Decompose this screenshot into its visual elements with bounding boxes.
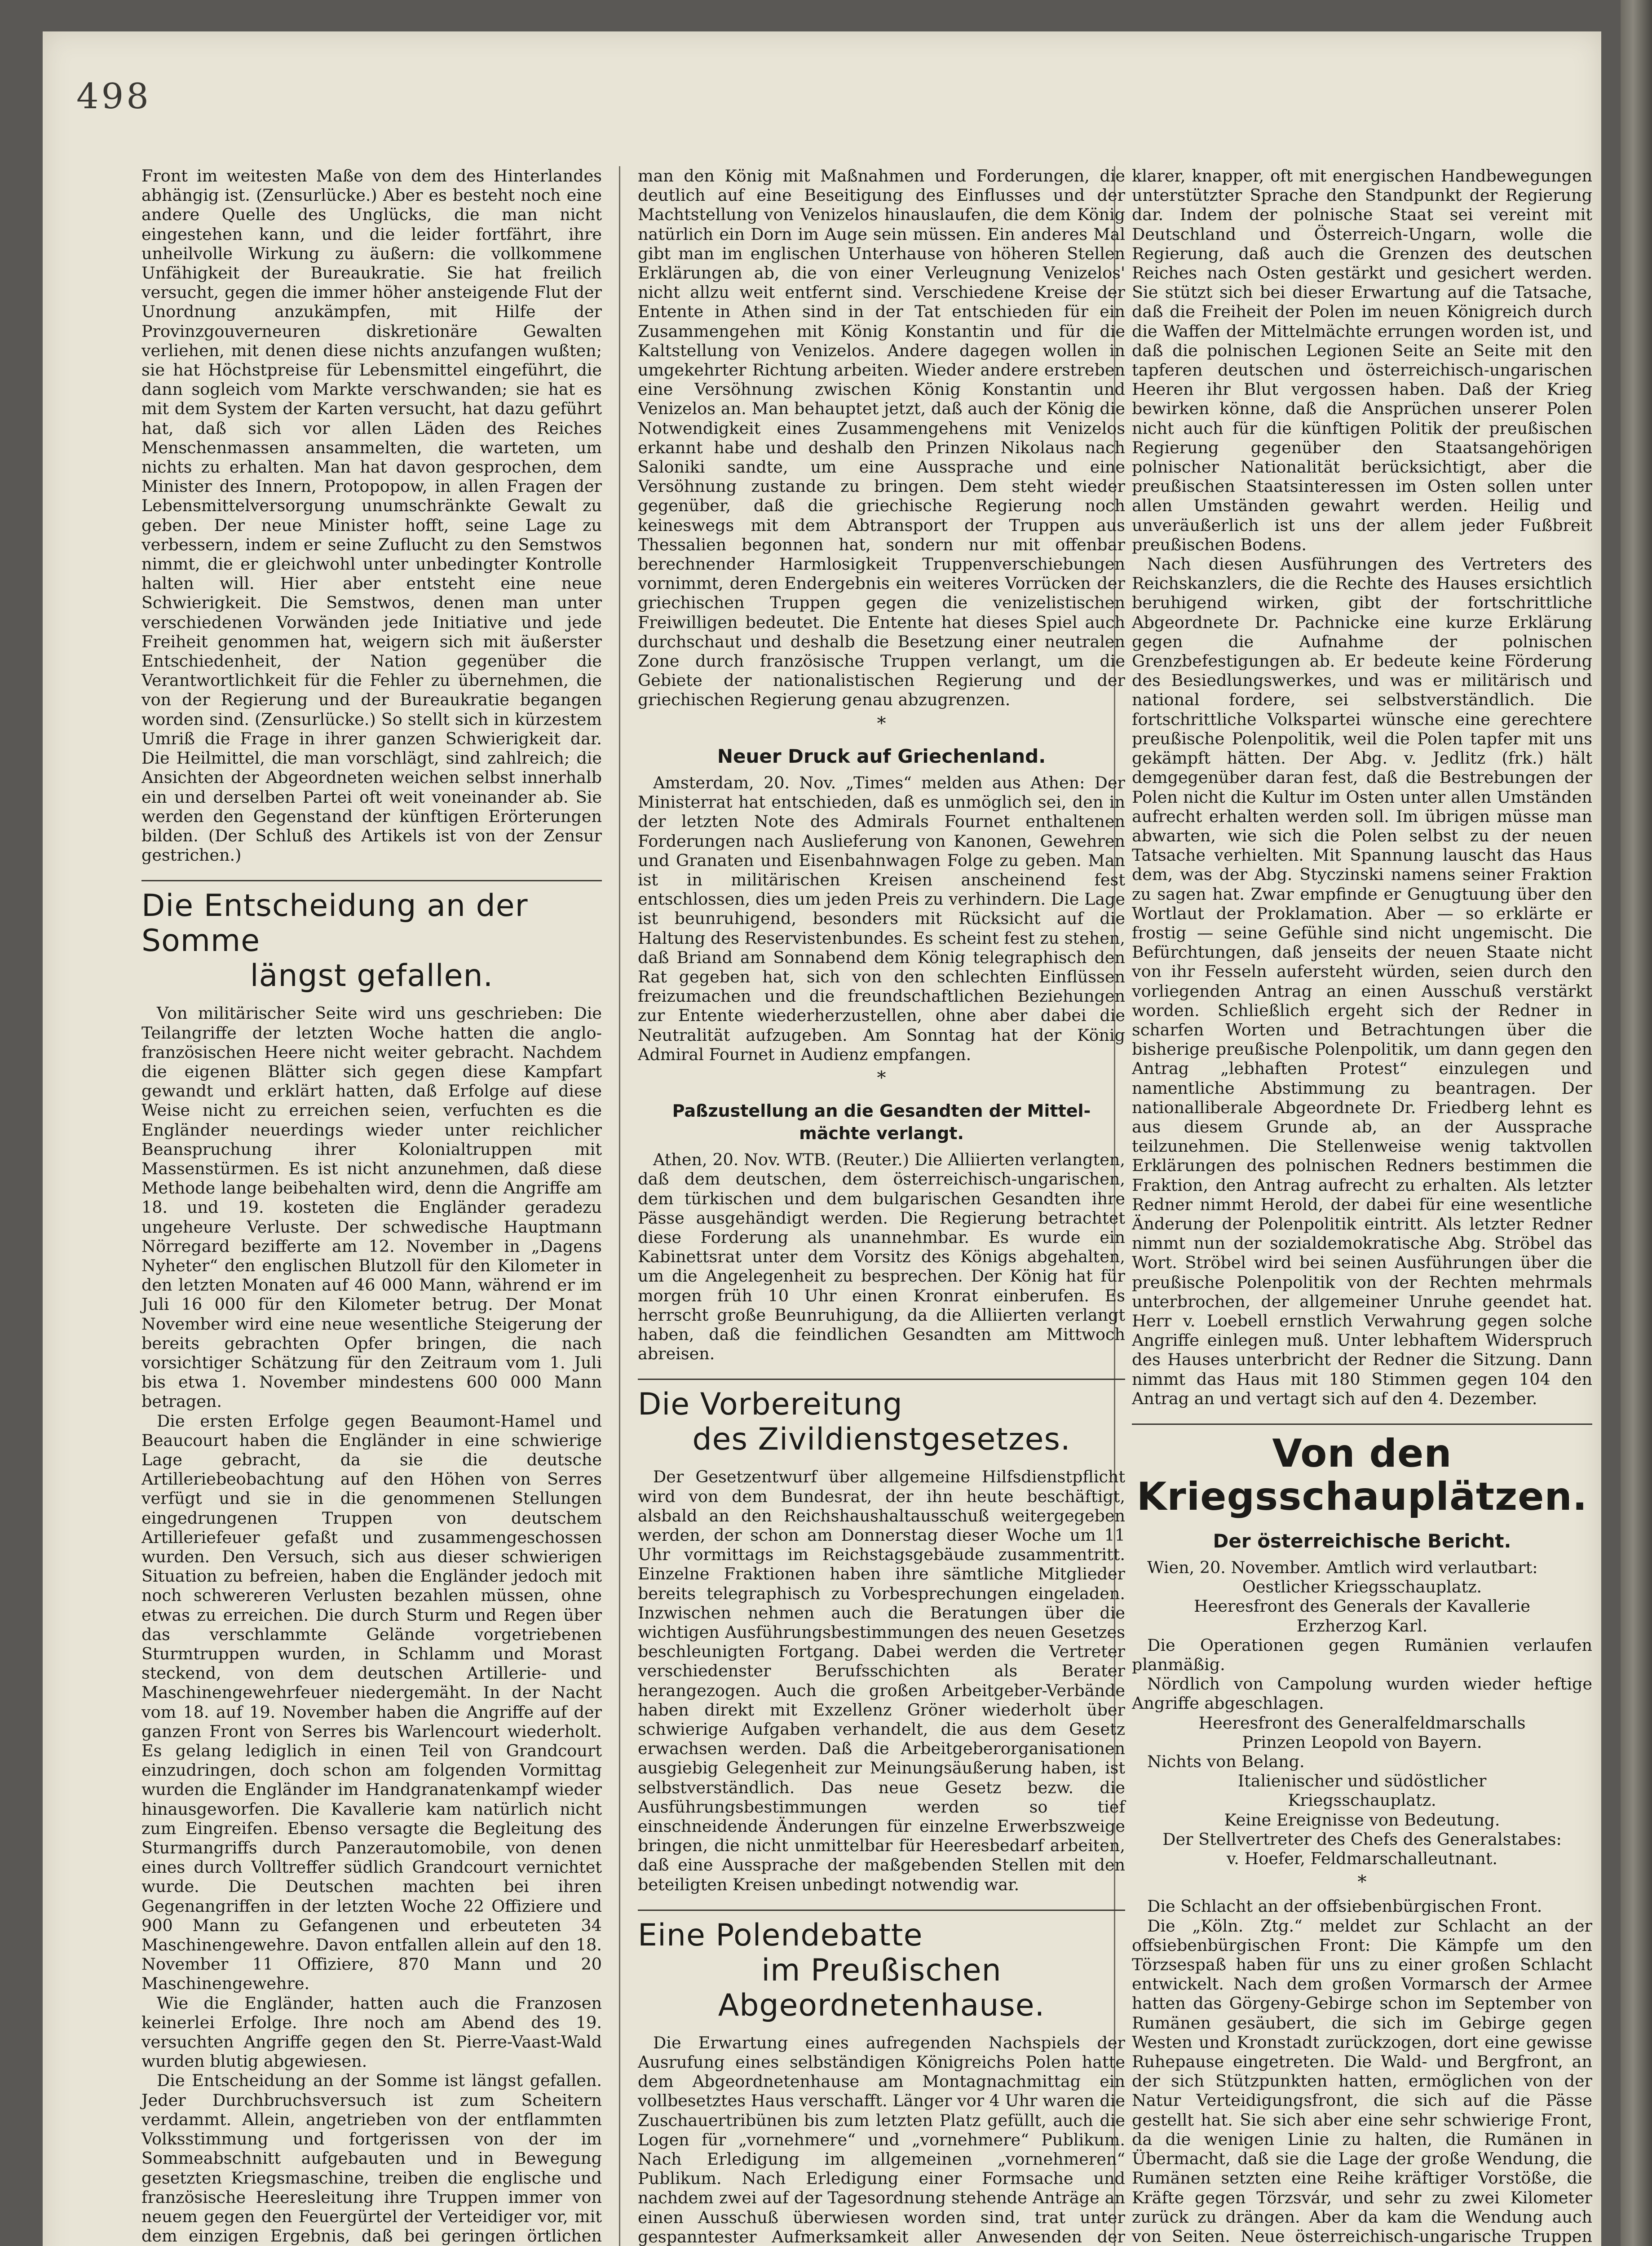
article-continuation: klarer, knapper, oft mit energischen Handbewegungen unterstützter Sprache den Standpunkt der Regierung dar. Indem der polnische Staat sei vereint mit Deutschland und Österreich-Ungarn, wolle die Regierung, daß auch die Grenzen des deutschen Reiches nach Osten gestärkt und gesichert werden. Sie stützt sich bei dieser Erwartung auf die Tatsache, daß die Freiheit der Polen im neuen Königreich durch die Waffen der Mittelmächte errungen worden ist, und daß die polnischen Legionen Seite an Seite mit den tapferen deutschen und österreichisch-ungarischen Heeren ihr Blut vergossen haben. Daß der Krieg bewirken könne, daß die Ansprüchen unserer Polen nicht auch für die künftigen Politik der preußischen Regierung gegenüber den Staatsangehörigen polnischer Nationalität berücksichtigt, aber die preußischen Staatsinteressen im Osten sollen unter allen Umständen gewahrt werden. Heilig und unveräußerlich ist uns der allem jeder Fußbreit preußischen Bodens. [1132, 166, 1592, 554]
somme-headline-line1: Die Entscheidung an der Somme [141, 888, 528, 959]
kriegsschauplatz-headline: Von den Kriegsschauplätzen. [1132, 1424, 1592, 1518]
report-line: Die Operationen gegen Rumänien verlaufen planmäßig. [1132, 1635, 1592, 1675]
column-rule [619, 166, 620, 2246]
report-line: Keine Ereignisse von Bedeutung. [1224, 1810, 1500, 1830]
polen-headline-line2: im Preußischen Abgeordnetenhause. [718, 1952, 1045, 2023]
passzustellung-headline [638, 1100, 1125, 1145]
section-separator: * [877, 713, 886, 734]
somme-headline [141, 880, 602, 994]
druck-headline: Neuer Druck auf Griechenland. [717, 745, 1046, 767]
somme-headline-line2: längst gefallen. [250, 958, 494, 994]
polen-debate-paragraph: Nach diesen Ausführungen des Vertreters des Reichskanzlers, die die Rechte des Hauses ersichtlich beruhigend wirken, gibt der fortschrittliche Abgeordnete Dr. Pachnicke eine kurze Erklärung gegen die Aufnahme der polnischen Grenzbefestigungen ab. Er bedeute keine Förderung des Besiedlungswerkes, und was er militärisch und national fordere, sei selbstverständlich. Die fortschrittliche Volkspartei wünsche eine gerechtere preußische Polenpolitik, weil die Polen tapfer mit uns gekämpft hätten. Der Abg. v. Jedlitz (frk.) hält demgegenüber daran fest, daß die Bestrebungen der Polen nicht die Kultur im Osten unter allen Umständen aufrecht erhalten werden soll. Im übrigen müsse man abwarten, wie sich die Polen selbst zu der neuen Tatsache verhielten. Mit Spannung lauscht das Haus dem, was der Abg. Styczinski namens seiner Fraktion zu sagen hat. Zwar empfinde er Genugtuung über den Wortlaut der Proklamation. Aber — so erklärte er frostig — seine Gefühle sind nicht ungemischt. Die Befürchtungen, daß jenseits der neuen Staate nicht von ihr Fesseln aufersteht würden, seien durch den vorliegenden Antrag an einen Ausschuß verstärkt worden. Schließlich ergeht sich der Redner in scharfen Worten und Betrachtungen über die bisherige preußische Polenpolitik, um dann gegen den Antrag „lebhaften Protest“ einzulegen und namentliche Abstimmung zu beantragen. Der nationalliberale Abgeordnete Dr. Friedberg lehnt es aus diesem Grunde ab, an der Aussprache teilzunehmen. Die Stellenweise wenig taktvollen Erklärungen des polnischen Redners bestimmen die Fraktion, den Antrag aufrecht zu erhalten. Als letzter Redner nimmt Herold, der dabei für eine wesentliche Änderung der Polenpolitik eintritt. Als letzter Redner nimmt nun der sozialdemokratische Abg. Ströbel das Wort. Ströbel wird bei seinen Ausführungen über die preußische Polenpolitik von der Rechten mehrmals unterbrochen, der allgemeiner Unruhe geendet hat. Herr v. Loebell ernstlich Verwahrung gegen solche Angriffe einlegen muß. Unter lebhaftem Widerspruch des Hauses unterbricht der Redner die Sitzung. Dann nimmt das Haus mit 180 Stimmen gegen 104 den Antrag an und vertagt sich auf den 4. Dezember. [1132, 554, 1592, 1408]
article-continuation: man den König mit Maßnahmen und Forderungen, die deutlich auf eine Beseitigung des Einflusses und der Machtstellung von Venizelos hinauslaufen, die dem König natürlich ein Dorn im Auge sein müssen. Ein anderes Mal gibt man im englischen Unterhause von höheren Stellen Erklärungen ab, die von einer Verleugnung Venizelos' nicht allzu weit entfernt sind. Verschiedene Kreise der Entente in Athen sind in der Tat entschieden für ein Zusammengehen mit König Konstantin und für die Kaltstellung von Venizelos. Andere dagegen wollen in umgekehrter Richtung arbeiten. Wieder andere erstreben eine Versöhnung zwischen König Konstantin und Venizelos an. Man behauptet jetzt, daß auch der König die Notwendigkeit eines Zusammengehens mit Venizelos erkannt habe und deshalb den Prinzen Nikolaus nach Saloniki sandte, um eine Aussprache und eine Versöhnung zustande zu bringen. Dem steht wieder gegenüber, daß die griechische Regierung noch keineswegs mit dem Abtransport der Truppen aus Thessalien begonnen hat, sondern nur mit offenbar berechnender Harmlosigkeit Truppenverschiebungen vornimmt, deren Endergebnis ein weiteres Vorrücken der griechischen Truppen gegen die venizelistischen Freiwilligen bedeutet. Die Entente hat dieses Spiel auch durchschaut und deshalb die Besetzung einer neutralen Zone durch französische Truppen verlangt, um die Gebiete der nationalistischen Regierung und der griechischen Regierung genau abzugrenzen. [638, 166, 1125, 710]
polen-headline-line1: Eine Polendebatte [638, 1917, 923, 1953]
report-line: Der Stellvertreter des Chefs des Generalstabes: [1162, 1829, 1562, 1849]
report-line: Erzherzog Karl. [1296, 1616, 1428, 1636]
siebenbuergen-subhead: Die Schlacht an der offsiebenbürgischen Front. [1147, 1897, 1542, 1916]
column-2 [638, 166, 1125, 2246]
passzustellung-paragraph: Athen, 20. Nov. WTB. (Reuter.) Die Alliierten verlangten, daß dem deutschen, dem österreichisch-ungarischen, dem türkischen und dem bulgarischen Gesandten ihre Pässe ausgehändigt werden. Die Regierung betrachtet diese Forderung als unannehmbar. Es wurde ein Kabinettsrat unter dem Vorsitz des Königs abgehalten, um die Angelegenheit zu besprechen. Der König hat für morgen früh 10 Uhr einen Kronrat einberufen. Es herrscht große Beunruhigung, da die Alliierten verlangt haben, daß die feindlichen Gesandten am Mittwoch abreisen. [638, 1150, 1125, 1364]
report-line: Kriegsschauplatz. [1288, 1791, 1436, 1810]
book-binding [1621, 0, 1652, 2246]
report-line: Nördlich von Campolung wurden wieder heftige Angriffe abgeschlagen. [1132, 1674, 1592, 1713]
somme-paragraph: Von militärischer Seite wird uns geschrieben: Die Teilangriffe der letzten Woche hatten die anglo-französischen Heere nicht weiter gebracht. Nachdem die eigenen Blätter sich gegen diese Kampfart gewandt und erklärt hatten, daß Erfolge auf diese Weise nicht zu erreichen seien, verfuchten es die Engländer neuerdings wieder unter reichlicher Beanspruchung ihrer Kolonialtruppen mit Massenstürmen. Es ist nicht anzunehmen, daß diese Methode lange beibehalten wird, denn die Angriffe am 18. und 19. kosteten die Engländer geradezu ungeheure Verluste. Der schwedische Hauptmann Nörregard bezifferte am 12. November in „Dagens Nyheter“ den englischen Blutzoll für den Kilometer in den letzten Monaten auf 46 000 Mann, während er im Juli 16 000 für den Kilometer betrug. Der Monat November wird eine neue wesentliche Steigerung der bereits gebrachten Opfer bringen, die nach vorsichtiger Schätzung für den Zeitraum vom 1. Juli bis etwa 1. November mindestens 600 000 Mann betragen. [141, 1004, 602, 1411]
somme-paragraph: Wie die Engländer, hatten auch die Franzosen keinerlei Erfolge. Ihre noch am Abend des 19. versuchten Angriffe gegen den St. Pierre-Vaast-Wald wurden blutig abgewiesen. [141, 1993, 602, 2071]
section-separator: * [877, 1067, 886, 1088]
report-line: Heeresfront des Generals der Kavallerie [1194, 1596, 1530, 1616]
somme-paragraph: Die Entscheidung an der Somme ist längst gefallen. Jeder Durchbruchsversuch ist zum Scheitern verdammt. Allein, angetrieben von der entflammten Volksstimmung und fortgerissen von der im Sommeabschnitt aufgebauten und in Bewegung gesetzten Kriegsmaschine, treiben die englische und französische Heeresleitung ihre Truppen immer von neuem gegen den Feuergürtel der Verteidiger vor, mit dem einzigen Ergebnis, daß bei geringen örtlichen [141, 2071, 602, 2246]
report-line: Prinzen Leopold von Bayern. [1242, 1732, 1482, 1752]
passzustellung-headline-line1: Paßzustellung an die Gesandten der Mittel- [672, 1101, 1091, 1121]
zivildienst-headline-line2: des Zivildienstgesetzes. [692, 1422, 1071, 1458]
article-continuation: Front im weitesten Maße von dem des Hinterlandes abhängig ist. (Zensurlücke.) Aber es besteht noch eine andere Quelle des Unglücks, die man nicht eingestehen kann, und die leider fortfährt, ihre unheilvolle Wirkung zu äußern: die vollkommene Unfähigkeit der Bureaukratie. Sie hat freilich versucht, gegen die immer höher ansteigende Flut der Unordnung anzukämpfen, mit Hilfe der Provinzgouverneuren diskretionäre Gewalten verliehen, mit denen diese nichts anzufangen wußten; sie hat Höchstpreise für Lebensmittel eingeführt, die dann sogleich vom Markte verschwanden; sie hat es mit dem System der Karten versucht, hat dazu geführt hat, daß sich vor allen Läden des Reiches Menschenmassen ansammelten, die warteten, um nichts zu erhalten. Man hat davon gesprochen, dem Minister des Innern, Protopopow, in allen Fragen der Lebensmittelversorgung unumschränkte Gewalt zu geben. Der neue Minister hofft, seine Lage zu verbessern, indem er seine Zuflucht zu den Semstwos nimmt, die er gleichwohl unter unbedingter Kontrolle halten will. Hier aber entsteht eine neue Schwierigkeit. Die Semstwos, denen man unter verschiedenen Vorwänden jede Initiative und jede Freiheit genommen hat, weigern sich mit äußerster Entschiedenheit, der Nation gegenüber die Verantwortlichkeit für die Fehler zu übernehmen, die von der Regierung und der Bureaukratie begangen worden sind. (Zensurlücke.) So stellt sich in kürzestem Umriß die Frage in ihrer ganzen Schwierigkeit dar. Die Heilmittel, die man vorschlägt, sind zahlreich; die Ansichten der Abgeordneten weichen selbst innerhalb ein und derselben Partei oft weit voneinander ab. Sie werden den Gegenstand der künftigen Erörterungen bilden. (Der Schluß des Artikels ist von der Zensur gestrichen.) [141, 166, 602, 865]
zivildienst-paragraph: Der Gesetzentwurf über allgemeine Hilfsdienstpflicht wird von dem Bundesrat, der ihn heute beschäftigt, alsbald an den Reichshaushaltausschuß weitergegeben werden, der schon am Donnerstag dieser Woche um 11 Uhr vormittags im Reichstagsgebäude zusammentritt. Einzelne Fraktionen haben ihre sämtliche Mitglieder bereits telegraphisch zu Vorbesprechungen eingeladen. Inzwischen nehmen auch die Beratungen über die wichtigen Ausführungsbestimmungen des neuen Gesetzes beschleunigten Fortgang. Dabei werden die Vertreter verschiedenster Berufsschichten als Berater herangezogen. Auch die großen Arbeitgeber-Verbände haben direkt mit Exzellenz Gröner wiederholt über schwierige Aufgaben verhandelt, die aus dem Gesetz erwachsen werden. Daß die Arbeitgeberorganisationen ausgiebig Gelegenheit zur Meinungsäußerung haben, ist selbstverständlich. Das neue Gesetz bezw. die Ausführungsbestimmungen werden so tief einschneidende Änderungen für einzelne Erwerbszweige bringen, die nicht unmittelbar für Heeresbedarf arbeiten, daß eine Aussprache der maßgebenden Stellen mit den beteiligten Kreisen unbedingt notwendig war. [638, 1467, 1125, 1894]
druck-paragraph: Amsterdam, 20. Nov. „Times“ melden aus Athen: Der Ministerrat hat entschieden, daß es unmöglich sei, den in der letzten Note des Admirals Fournet enthaltenen Forderungen nach Auslieferung von Kanonen, Gewehren und Granaten und Eisenbahnwagen Folge zu geben. Man ist in militärischen Kreisen anscheinend fest entschlossen, dies um jeden Preis zu verhindern. Die Lage ist beunruhigend, besonders mit Rücksicht auf die Haltung des Reservistenbundes. Es scheint fest zu stehen, daß Briand am Sonnabend dem König telegraphisch den Rat gegeben hat, sich von den schlechten Einflüssen freizumachen und die freundschaftlichen Beziehungen zur Entente wiederherzustellen, ohne aber dabei die Neutralität aufzugeben. Am Sonntag hat der König Admiral Fournet in Audienz empfangen. [638, 773, 1125, 1064]
passzustellung-headline-line2: mächte verlangt. [799, 1123, 964, 1144]
kriegsschauplatz-dateline: Wien, 20. November. Amtlich wird verlautbart: [1147, 1558, 1538, 1577]
report-line: v. Hoefer, Feldmarschalleutnant. [1226, 1849, 1498, 1869]
polen-paragraph: Die Erwartung eines aufregenden Nachspiels der Ausrufung eines selbständigen Königreichs Polen hatte dem Abgeordnetenhause am Montagnachmittag ein vollbesetztes Haus verschafft. Länger vor 4 Uhr waren die Zuschauertribünen bis zum letzten Platz gefüllt, auch die Logen für „vornehmere“ und „vornehmere“ Publikum. Nach Erledigung im allgemeinen „vornehmeren“ Publikum. Nach Erledigung einer Formsache und nachdem zwei auf der Tagesordnung stehende Anträge an einen Ausschuß überwiesen worden sind, trat unter gespanntester Aufmerksamkeit aller Anwesenden der [638, 2033, 1125, 2246]
report-line: Italienischer und südöstlicher [1237, 1771, 1487, 1791]
report-line: Oestlicher Kriegsschauplatz. [1242, 1577, 1482, 1597]
report-line: Nichts von Belang. [1147, 1752, 1305, 1772]
report-line: Heeresfront des Generalfeldmarschalls [1198, 1713, 1526, 1733]
kriegsschauplatz-subheadline: Der österreichische Bericht. [1213, 1530, 1511, 1552]
somme-paragraph: Die ersten Erfolge gegen Beaumont-Hamel und Beaucourt haben die Engländer in eine schwierige Lage gebracht, da sie die deutsche Artilleriebeobachtung auf den Höhen von Serres verfügt und sie in die genommenen Stellungen eingedrungenen Truppen von deutschem Artilleriefeuer gefaßt und zusammengeschossen wurden. Den Versuch, sich aus dieser schwierigen Situation zu befreien, haben die Engländer jedoch mit noch schwereren Verlusten bezahlen müssen, ohne etwas zu erreichen. Die durch Sturm und Regen über das verschlammte Gelände vorgetriebenen Sturmtruppen wurden, in Schlamm und Morast steckend, von dem deutschen Artillerie- und Maschinengewehrfeuer niedergemäht. In der Nacht vom 18. auf 19. November haben die Angriffe auf der ganzen Front von Serres bis Warlencourt wiederholt. Es gelang lediglich in einen Teil von Grandcourt einzudringen, doch schon am folgenden Vormittag wurden die Engländer im Handgranatenkampf wieder hinausgeworfen. Die Kavallerie kam natürlich nicht zum Eingreifen. Ebenso versagte die Begleitung des Sturmangriffs durch Panzerautomobile, von denen eines durch Volltreffer südlich Grandcourt vernichtet wurde. Die Deutschen machten bei ihren Gegenangriffen in der letzten Woche 22 Offiziere und 900 Mann zu Gefangenen und erbeuteten 34 Maschinengewehre. Davon entfallen allein auf den 18. November 11 Offiziere, 870 Mann und 20 Maschinengewehre. [141, 1411, 602, 1994]
column-3 [1132, 166, 1592, 2246]
page-number: 498 [76, 76, 151, 117]
zivildienst-headline [638, 1379, 1125, 1457]
column-1 [141, 166, 602, 2246]
section-separator: * [1357, 1872, 1367, 1893]
zivildienst-headline-line1: Die Vorbereitung [638, 1387, 903, 1423]
polen-headline [638, 1910, 1125, 2023]
siebenbuergen-paragraph: Die „Köln. Ztg.“ meldet zur Schlacht an der offsiebenbürgischen Front: Die Kämpfe um den Törzsespaß haben für uns zu einer großen Schlacht entwickelt. Nach dem großen Vormarsch der Armee hatten das Görgeny-Gebirge schon im September von Rumänen gesäubert, die sich im Gebirge gegen Westen und Kronstadt zurückzogen, dort eine gewisse Ruhepause eingetreten. Die Wald- und Bergfront, an der sich Stützpunkten hatten, ermöglichen von der Natur Verteidigungsfront, die sich auf die Pässe gestellt hat. Sie sich aber eine sehr schwierige Front, da die wenigen Linie zu halten, die Rumänen in Übermacht, daß sie die Lage der große Wendung, die Rumänen setzten eine Reihe kräftiger Vorstöße, die Kräfte gegen Törzsvár, und sehr zu zwei Kilometer zurück zu drängen. Aber da kam die Wendung auch von Seiten. Neue österreichisch-ungarische Truppen [1132, 1916, 1592, 2246]
